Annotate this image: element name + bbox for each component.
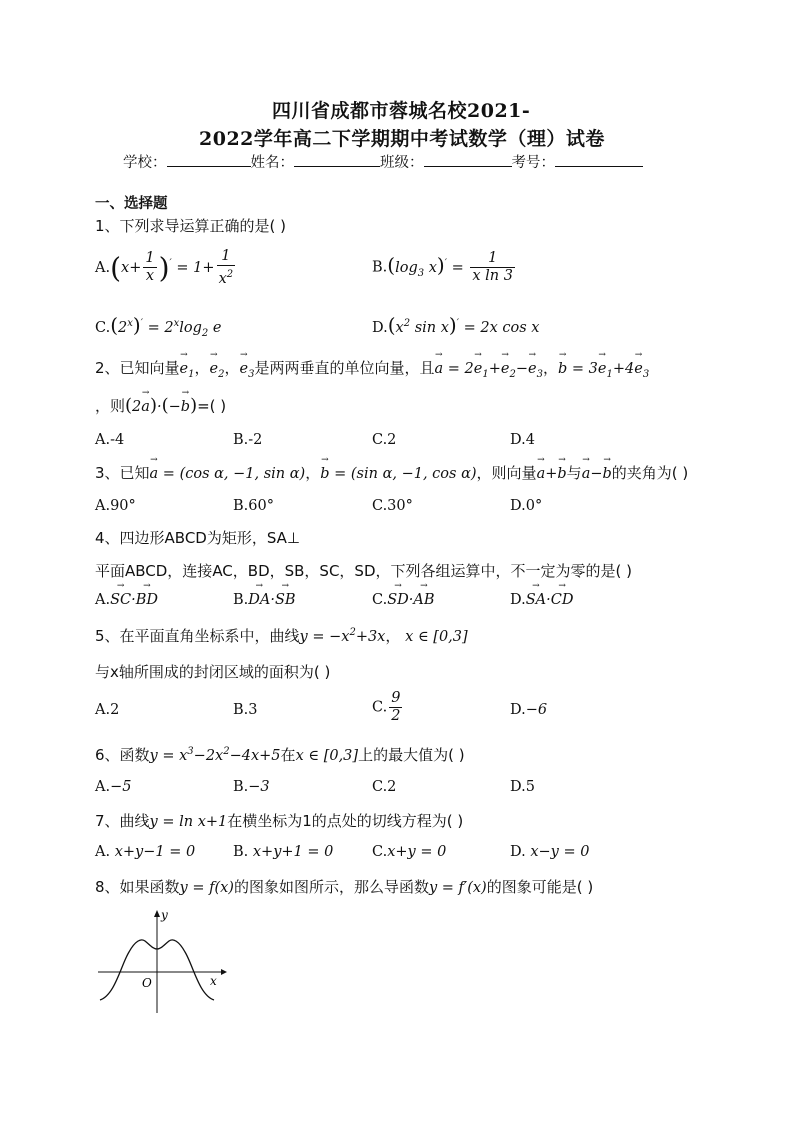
q6-option-b: B.−3 — [233, 779, 270, 795]
q2-stem-2: ，则(2→ a)·(−→ b)=( ) — [95, 395, 226, 416]
y-label: y — [161, 908, 168, 922]
q1-option-b: $B.(\log_3$ x)′ = $\frac{1}{\text{x ln 3}}$ — [372, 250, 513, 284]
q5-option-c: C. $\frac{9}{2}$ — [372, 690, 401, 724]
q6-option-c: C.2 — [372, 779, 397, 795]
id-label: 考号： — [511, 155, 555, 171]
q4-stem-2: 平面ABCD，连接AC，BD，SB，SC，SD，下列各组运算中，不一定为零的是( ) — [95, 562, 632, 580]
title-line-2: 2022学年高二下学期期中考试数学（理）试卷 — [199, 128, 605, 150]
q4-option-b: B.→ DA·→ SB — [233, 592, 296, 608]
q5-stem-2: 与x轴所围成的封闭区域的面积为( ) — [95, 663, 331, 681]
q4-option-a: A.→ SC·→ BD — [95, 592, 158, 608]
q8-stem: 8、如果函数y = f(x)的图象如图所示，那么导函数y = f′(x)的图象可能是( ) — [95, 878, 594, 896]
q2-option-a: A.-4 — [95, 432, 125, 448]
id-blank[interactable] — [555, 152, 643, 167]
q1-stem: 1、下列求导运算正确的是( ) — [95, 217, 287, 235]
q4-option-c: C.→ SD·→ AB — [372, 592, 435, 608]
origin-label: O — [142, 976, 152, 990]
q3-stem: 3、已知→ a = (cos α, −1, sin α)，→ b = (sin α, −1, cos α)，则向量→ a+→ b与→ a−→ b的夹角为( ) — [95, 462, 688, 483]
q7-option-b: B. x+y+1 = 0 — [233, 844, 334, 860]
q5-stem-1: 5、在平面直角坐标系中，曲线$y = -x^2+3x$， x ∈ [0,3] — [95, 627, 468, 645]
q4-option-d: D.→ SA·→ CD — [510, 592, 573, 608]
class-label: 班级： — [380, 155, 424, 171]
q2-option-b: B.-2 — [233, 432, 263, 448]
y-axis-arrow — [154, 910, 160, 917]
q3-option-b: B.60° — [233, 498, 274, 514]
q6-option-d: D.5 — [510, 779, 535, 795]
q1-option-c: $C.(2^x)' = 2^x\log_2$ e — [95, 313, 222, 339]
q1-option-a: A.(x+ $\frac{1}{x}$ )′ = 1+ $\frac{1}{x^2}$ — [95, 248, 234, 287]
name-label: 姓名： — [250, 155, 294, 171]
function-graph — [95, 905, 230, 1015]
q2-option-c: C.2 — [372, 432, 397, 448]
q5-option-a: A.2 — [95, 702, 120, 718]
q7-option-d: D. x−y = 0 — [510, 844, 590, 860]
q3-option-d: D.0° — [510, 498, 543, 514]
x-axis-arrow — [221, 969, 227, 975]
q2-option-d: D.4 — [510, 432, 535, 448]
q4-stem-1: 4、四边形ABCD为矩形，SA⊥ — [95, 529, 300, 547]
q7-option-a: A. x+y−1 = 0 — [95, 844, 196, 860]
class-blank[interactable] — [424, 152, 512, 167]
school-label: 学校： — [123, 155, 167, 171]
q5-option-b: B.3 — [233, 702, 258, 718]
school-blank[interactable] — [167, 152, 251, 167]
q6-stem: 6、函数$y = x^3-2x^2-4x+5$在x ∈ [0,3]上的最大值为( ) — [95, 746, 465, 764]
q3-option-a: A.90° — [95, 498, 136, 514]
info-line — [123, 151, 643, 172]
q6-option-a: A.−5 — [95, 779, 132, 795]
section-heading: 一、选择题 — [95, 196, 168, 212]
x-label: x — [210, 974, 217, 988]
q7-stem: 7、曲线y = ln x+1在横坐标为1的点处的切线方程为( ) — [95, 812, 464, 830]
q3-option-c: C.30° — [372, 498, 413, 514]
q5-option-d: D.−6 — [510, 702, 548, 718]
name-blank[interactable] — [294, 152, 380, 167]
title-line-1: 四川省成都市蓉城名校2021- — [272, 100, 531, 122]
q2-stem: 2、已知向量→ $e_1$，→ $e_2$，→ $e_3$是两两垂直的单位向量，且→ $a = 2\to e_1+\to e_2-\to e_3$，→ $b = 3\to e_1+4\to e_3$ — [95, 357, 649, 380]
q7-option-c: C.x+y = 0 — [372, 844, 447, 860]
q1-option-d: $D.(x^2$ sin x)′ = 2x cos x — [372, 313, 540, 337]
